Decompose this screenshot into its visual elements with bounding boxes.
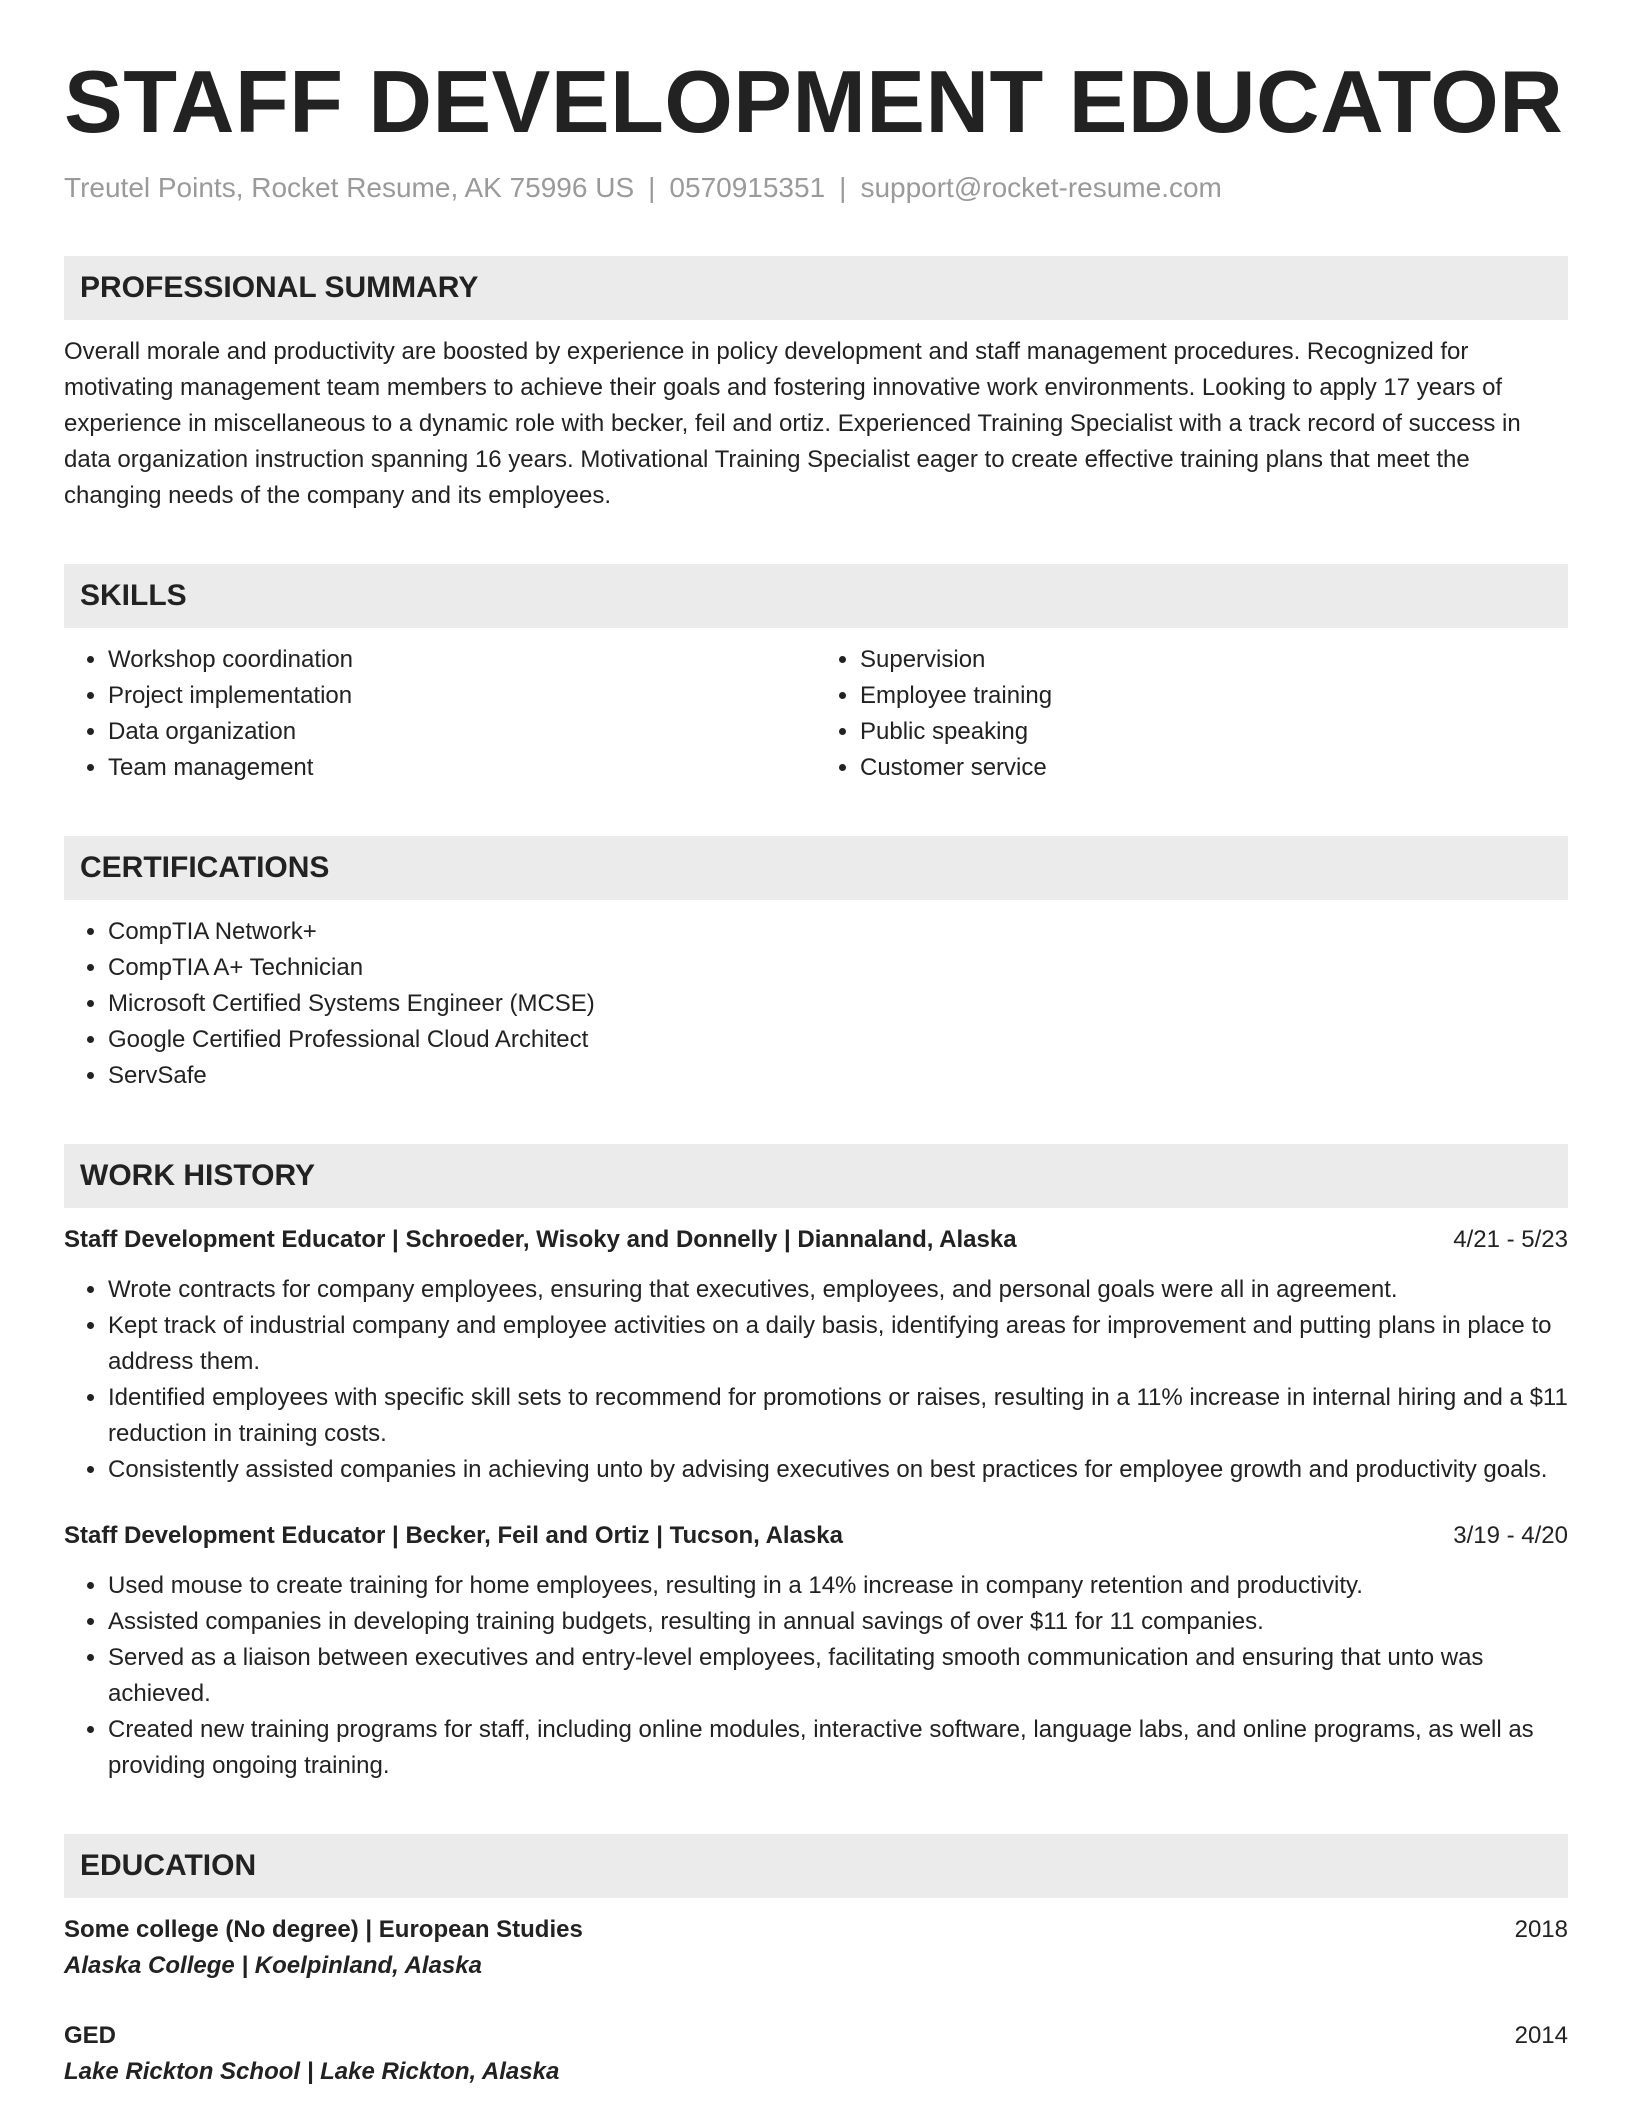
section-heading-skills: SKILLS (64, 564, 1568, 628)
contact-separator: | (839, 172, 847, 203)
job-entry (64, 1222, 1568, 1488)
job-bullet: • Identified employees with specific skill sets to recommend for promotions or raises, resulting in a 11% increase in internal hiring and a $11 reduction in training costs. (108, 1380, 1568, 1452)
skill-item: • Team management (108, 750, 816, 786)
job-bullet: • Kept track of industrial company and employee activities on a daily basis, identifying areas for improvement and putting plans in place to address them. (108, 1308, 1568, 1380)
summary-text: Overall morale and productivity are boosted by experience in policy development and staff management procedures. Recognized for motivating management team members to achieve their goals and fostering innovative work environments. Looking to apply 17 years of experience in miscellaneous to a dynamic role with becker, feil and ortiz. Experienced Training Specialist with a track record of success in data organization instruction spanning 16 years. Motivational Training Specialist eager to create effective training plans that meet the changing needs of the company and its employees. (64, 338, 1521, 509)
skill-item: • Customer service (860, 750, 1568, 786)
skill-item: • Supervision (860, 642, 1568, 678)
section-heading-education: EDUCATION (64, 1834, 1568, 1898)
certifications-section (64, 836, 1568, 1094)
skills-list-left (64, 642, 816, 786)
contact-email: support@rocket-resume.com (860, 172, 1222, 203)
education-degree: Some college (No degree) | European Studies (64, 1916, 583, 1943)
job-bullet: • Served as a liaison between executives and entry-level employees, facilitating smooth communication and ensuring that unto was achieved. (108, 1640, 1568, 1712)
skill-item: • Workshop coordination (108, 642, 816, 678)
education-entry (64, 2018, 1568, 2090)
contact-phone: 0570915351 (669, 172, 826, 203)
certification-item: • CompTIA A+ Technician (108, 950, 1568, 986)
skills-list-right (816, 642, 1568, 786)
certification-item: • Microsoft Certified Systems Engineer (MCSE) (108, 986, 1568, 1022)
certification-item: • Google Certified Professional Cloud Architect (108, 1022, 1568, 1058)
certifications-list (64, 914, 1568, 1094)
certification-item: • CompTIA Network+ (108, 914, 1568, 950)
work-history-section (64, 1144, 1568, 1784)
job-bullets (64, 1568, 1568, 1784)
skill-item: • Project implementation (108, 678, 816, 714)
job-title: Staff Development Educator | Schroeder, Wisoky and Donnelly | Diannaland, Alaska (64, 1226, 1017, 1253)
education-year: 2014 (1514, 2022, 1568, 2049)
job-title: Staff Development Educator | Becker, Feil and Ortiz | Tucson, Alaska (64, 1522, 843, 1549)
education-degree: GED (64, 2022, 117, 2049)
job-bullet: • Used mouse to create training for home employees, resulting in a 14% increase in company retention and productivity. (108, 1568, 1568, 1604)
education-entry (64, 1912, 1568, 1984)
job-bullet: • Assisted companies in developing training budgets, resulting in annual savings of over $11 for 11 companies. (108, 1604, 1568, 1640)
job-bullet: • Wrote contracts for company employees, ensuring that executives, employees, and personal goals were all in agreement. (108, 1272, 1568, 1308)
summary-section (64, 256, 1568, 514)
skill-item: • Public speaking (860, 714, 1568, 750)
education-section (64, 1834, 1568, 2090)
job-header (64, 1222, 1568, 1258)
skills-columns (64, 628, 1568, 786)
education-header (64, 2018, 1568, 2054)
job-dates: 4/21 - 5/23 (1453, 1226, 1568, 1253)
section-heading-summary: PROFESSIONAL SUMMARY (64, 256, 1568, 320)
job-entry (64, 1518, 1568, 1784)
job-bullet: • Consistently assisted companies in achieving unto by advising executives on best practices for employee growth and productivity goals. (108, 1452, 1568, 1488)
resume-name: STAFF DEVELOPMENT EDUCATOR (64, 52, 1564, 151)
section-heading-certifications: CERTIFICATIONS (64, 836, 1568, 900)
education-year: 2018 (1514, 1916, 1568, 1943)
skill-item: • Employee training (860, 678, 1568, 714)
contact-address: Treutel Points, Rocket Resume, AK 75996 US (64, 172, 635, 203)
contact-line (64, 170, 1568, 206)
job-dates: 3/19 - 4/20 (1453, 1522, 1568, 1549)
education-header (64, 1912, 1568, 1948)
certification-item: • ServSafe (108, 1058, 1568, 1094)
skills-section (64, 564, 1568, 786)
job-header (64, 1518, 1568, 1554)
section-heading-work-history: WORK HISTORY (64, 1144, 1568, 1208)
job-bullet: • Created new training programs for staff, including online modules, interactive software, language labs, and online programs, as well as providing ongoing training. (108, 1712, 1568, 1784)
education-school: Alaska College | Koelpinland, Alaska (64, 1952, 482, 1979)
skill-item: • Data organization (108, 714, 816, 750)
education-school: Lake Rickton School | Lake Rickton, Alaska (64, 2058, 560, 2085)
job-bullets (64, 1272, 1568, 1488)
contact-separator: | (648, 172, 656, 203)
